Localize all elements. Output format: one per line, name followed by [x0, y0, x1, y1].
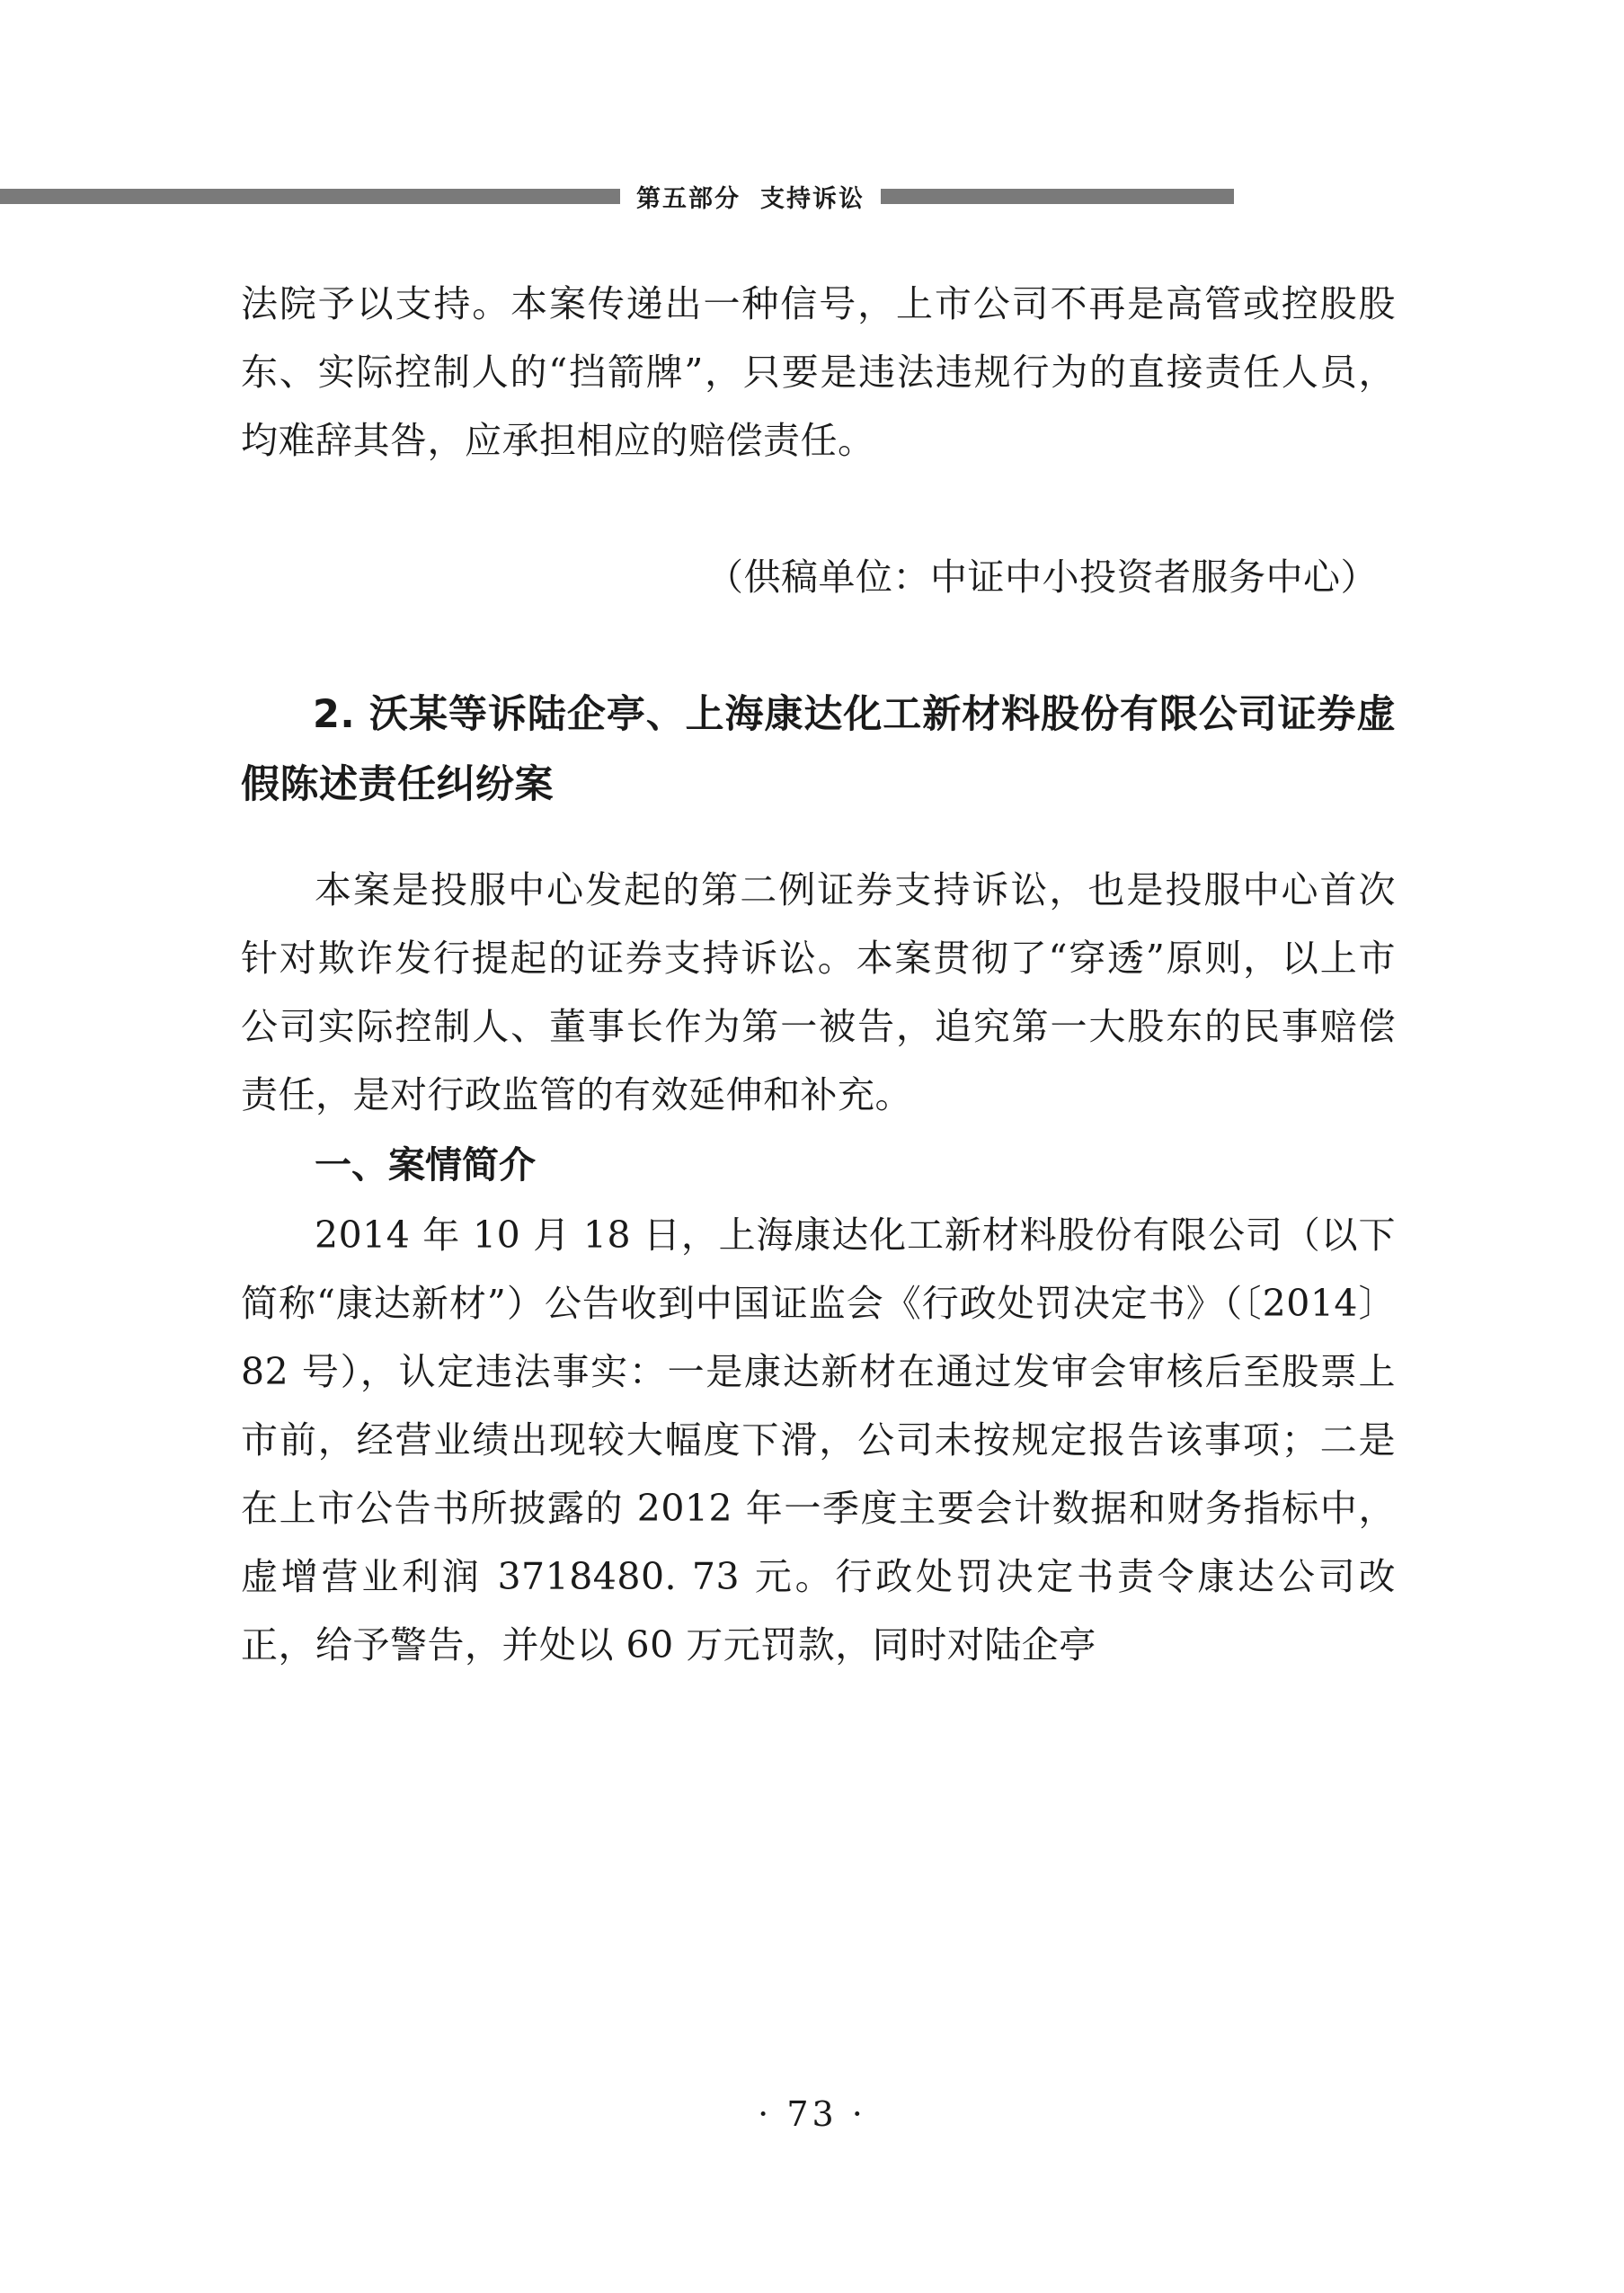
- section-one-paragraph: 2014 年 10 月 18 日，上海康达化工新材料股份有限公司（以下简称“康达新材”）公告收到中国证监会《行政处罚决定书》（〔2014〕82 号），认定违法事实：一是康达新材在通过发审会审核后至股票上市前，经营业绩出现较大幅度下滑，公司未按规定报告该事项；二是在上市公告书所披露的 2012 年一季度主要会计数据和财务指标中，虚增营业利润 3718480. 73 元。行政处罚决定书责令康达公司改正，给予警告，并处以 60 万元罚款，同时对陆企亭: [241, 1213, 1396, 1666]
- header-rule-left: [0, 189, 620, 204]
- case-summary: 本案是投服中心发起的第二例证券支持诉讼，也是投服中心首次针对欺诈发行提起的证券支持诉讼。本案贯彻了“穿透”原则，以上市公司实际控制人、董事长作为第一被告，追究第一大股东的民事赔偿责任，是对行政监管的有效延伸和补充。: [241, 868, 1396, 1116]
- header-rule-right: [881, 189, 1234, 204]
- page-footer: [0, 2094, 1624, 2134]
- page-number: · 73 ·: [758, 2094, 866, 2134]
- header-title: [620, 179, 881, 214]
- source-note: （供稿单位：中证中小投资者服务中心）: [706, 555, 1378, 599]
- header-part-label: 第五部分: [636, 184, 741, 213]
- running-header: [0, 178, 1624, 214]
- page-content: [241, 270, 1396, 1679]
- paragraph-continued: 法院予以支持。本案传递出一种信号，上市公司不再是高管或控股股东、实际控制人的“挡箭牌”，只要是违法违规行为的直接责任人员，均难辞其咎，应承担相应的赔偿责任。: [241, 282, 1396, 462]
- header-section-label: 支持诉讼: [760, 184, 865, 213]
- case-title: 2. 沃某等诉陆企亭、上海康达化工新材料股份有限公司证券虚假陈述责任纠纷案: [241, 692, 1396, 807]
- section-one-title: 一、案情简介: [315, 1143, 536, 1186]
